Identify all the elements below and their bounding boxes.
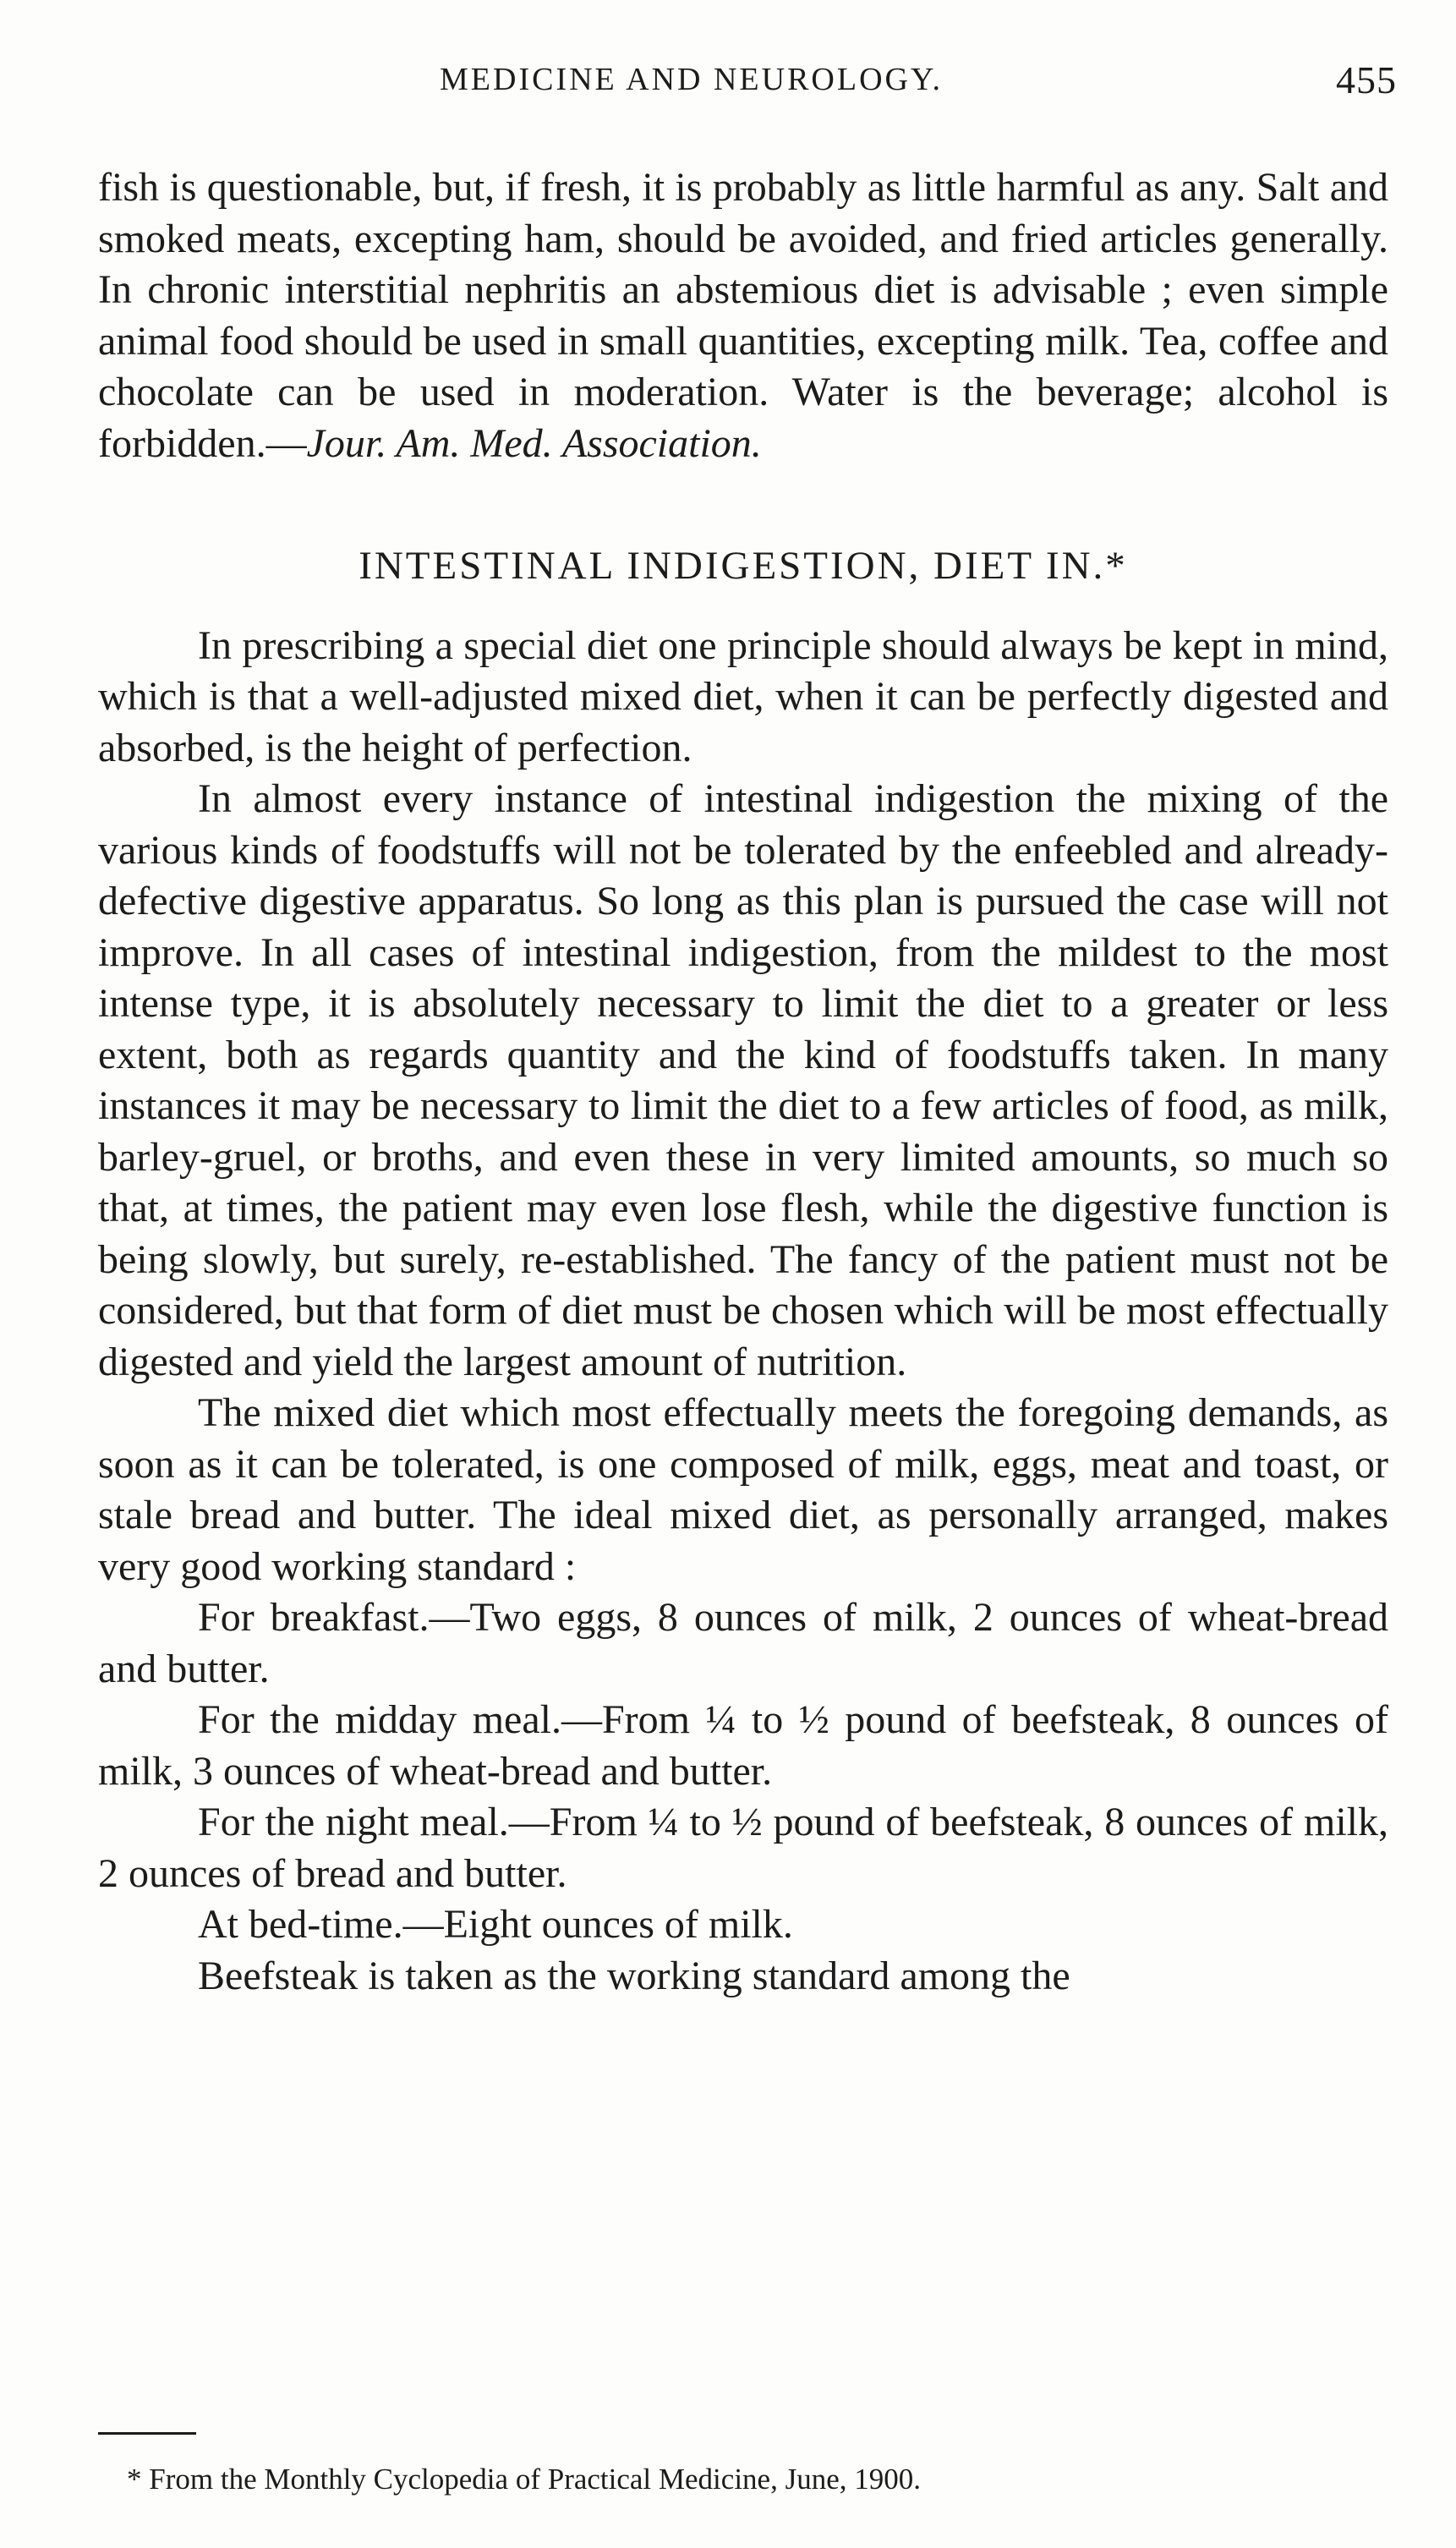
meal-breakfast: For breakfast.—Two eggs, 8 ounces of milk, 2 ounces of wheat-bread and butter. xyxy=(98,1595,1388,1691)
footnote-divider xyxy=(98,2432,196,2435)
source-citation: Jour. Am. Med. Association. xyxy=(306,420,762,466)
footnote: * From the Monthly Cyclopedia of Practical Medicine, June, 1900. xyxy=(127,2463,921,2496)
page-number: 455 xyxy=(1336,58,1397,101)
page-header xyxy=(440,58,1397,120)
meal-midday: For the midday meal.—From ¼ to ½ pound of beefsteak, 8 ounces of milk, 3 ounces of wheat-bread and butter. xyxy=(98,1697,1388,1794)
meal-bedtime: At bed-time.—Eight ounces of milk. xyxy=(198,1902,793,1947)
paragraph: In almost every instance of intestinal indigestion the mixing of the various kinds of foodstuffs will not be tolerated by the enfeebled and already-defective digestive apparatus. So long as this plan is pursued the case will not improve. In all cases of intestinal indigestion, from the mildest to the most intense type, it is absolutely necessary to limit the diet to a greater or less extent, both as regards quantity and the kind of foodstuffs taken. In many instances it may be necessary to limit the diet to a few articles of food, as milk, barley-gruel, or broths, and even these in very limited amounts, so much so that, at times, the patient may even lose flesh, while the digestive function is being slowly, but surely, re-established. The fancy of the patient must not be considered, but that form of diet must be chosen which will be most effectually digested and yield the largest amount of nutrition. xyxy=(98,776,1388,1384)
paragraph: Beefsteak is taken as the working standard among the xyxy=(198,1953,1070,1998)
section-heading: INTESTINAL INDIGESTION, DIET IN.* xyxy=(359,544,1128,588)
continued-paragraph xyxy=(98,162,1388,469)
paragraph-text: fish is questionable, but, if fresh, it is probably as little harmful as any. Salt and smoked meats, excepting ham, should be avoided, and fried articles generally. In chronic interstitial nephritis an abstemious diet is advisable ; even simple animal food should be used in small quantities, excepting milk. Tea, coffee and chocolate can be used in moderation. Water is the beverage; alcohol is forbidden.— xyxy=(98,165,1388,466)
running-head: MEDICINE AND NEUROLOGY. xyxy=(440,62,944,97)
meal-night: For the night meal.—From ¼ to ½ pound of beefsteak, 8 ounces of milk, 2 ounces of bread and butter. xyxy=(98,1800,1388,1896)
page-body xyxy=(98,162,1388,2002)
paragraph: In prescribing a special diet one principle should always be kept in mind, which is that a well-adjusted mixed diet, when it can be perfectly digested and absorbed, is the height of perfection. xyxy=(98,622,1388,770)
paragraph: The mixed diet which most effectually meets the foregoing demands, as soon as it can be tolerated, is one composed of milk, eggs, meat and toast, or stale bread and butter. The ideal mixed diet, as personally arranged, makes very good working standard : xyxy=(98,1390,1388,1589)
